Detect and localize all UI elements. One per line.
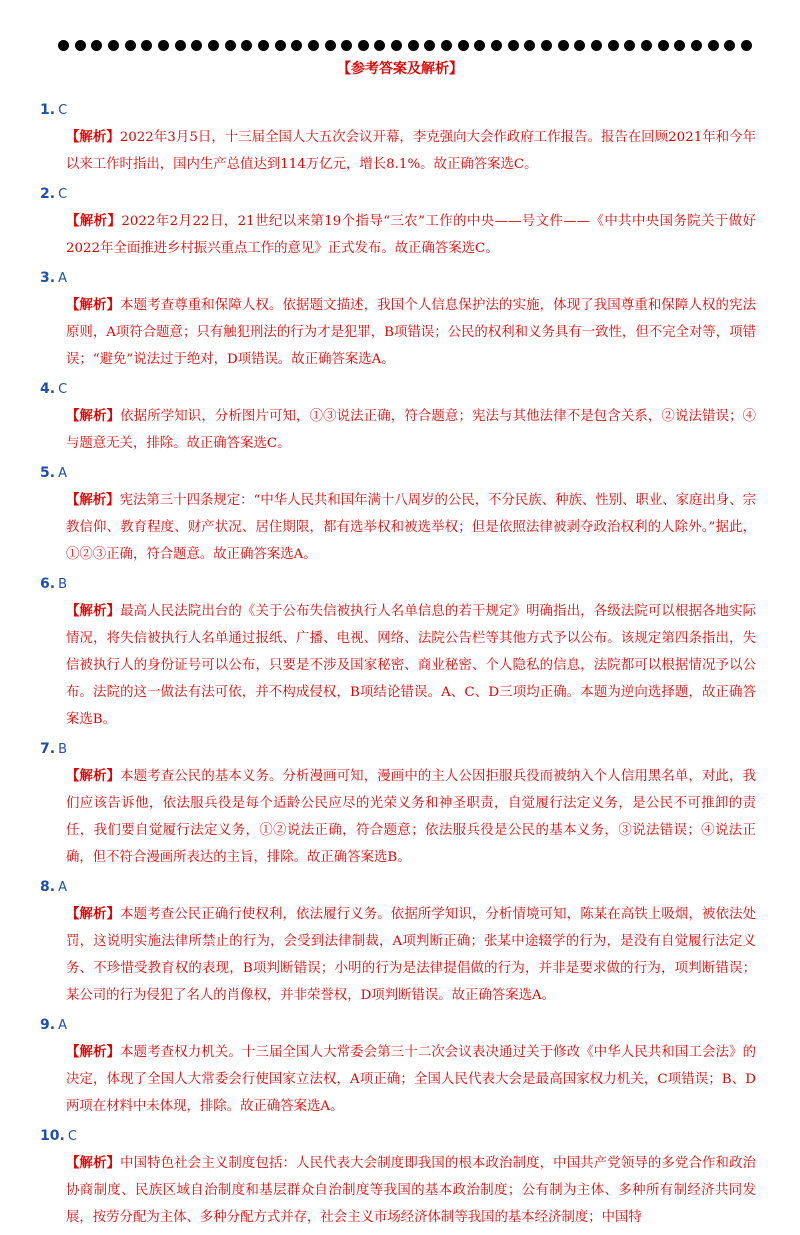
explanation-text: 本题考查权力机关。十三届全国人大常委会第三十二次会议表决通过关于修改《中华人民共和国工会法》的决定，体现了全国人大常委会行使国家立法权，A项正确；全国人民代表大会是最高国家权力机关，C项错误；B、D两项在材料中未体现，排除。故正确答案选A。 (66, 1045, 757, 1114)
dot-icon (691, 40, 702, 51)
answer-list (40, 98, 756, 1235)
dot-icon (225, 40, 236, 51)
dot-icon (641, 40, 652, 51)
answer-header (40, 875, 756, 897)
answer-choice: C (58, 103, 68, 118)
answer-choice: C (58, 382, 68, 397)
dot-icon (658, 40, 669, 51)
explanation (66, 901, 756, 1009)
dot-icon (308, 40, 319, 51)
dot-icon (624, 40, 635, 51)
answer-choice: C (58, 187, 68, 202)
dot-icon (125, 40, 136, 51)
dot-icon (558, 40, 569, 51)
answer-item (40, 461, 756, 568)
dot-icon (75, 40, 86, 51)
explanation-label: 【解析】 (66, 907, 121, 922)
answer-header (40, 737, 756, 759)
answer-item (40, 1013, 756, 1120)
answer-item (40, 875, 756, 1009)
dot-icon (424, 40, 435, 51)
dot-icon (241, 40, 252, 51)
explanation-text: 本题考查公民正确行使权利，依法履行义务。依据所学知识，分析情境可知，陈某在高铁上吸烟，被依法处罚，这说明实施法律所禁止的行为，会受到法律制裁，A项判断正确；张某中途辍学的行为，是没有自觉履行法定义务、不珍惜受教育权的表现，B项判断错误；小明的行为是法律提倡做的行为，并非是要求做的行为，项判断错误；某公司的行为侵犯了名人的肖像权，并非荣誉权，D项判断错误。故正确答案选A。 (66, 907, 757, 1003)
dot-icon (208, 40, 219, 51)
answer-choice: A (58, 880, 67, 895)
question-number: 6. (40, 576, 56, 592)
dot-icon (374, 40, 385, 51)
explanation-label: 【解析】 (66, 214, 122, 229)
dot-icon (458, 40, 469, 51)
question-number: 5. (40, 465, 56, 481)
dot-icon (258, 40, 269, 51)
explanation-label: 【解析】 (66, 1156, 121, 1171)
answer-choice: C (67, 1129, 77, 1144)
explanation (66, 208, 756, 262)
dot-icon (158, 40, 169, 51)
question-number: 1. (40, 102, 56, 118)
explanation-label: 【解析】 (66, 493, 120, 508)
dot-icon (341, 40, 352, 51)
explanation (66, 487, 756, 568)
question-number: 8. (40, 879, 56, 895)
answer-choice: B (58, 577, 67, 592)
question-number: 2. (40, 186, 56, 202)
explanation (66, 124, 756, 178)
dot-icon (441, 40, 452, 51)
dot-icon (708, 40, 719, 51)
dot-icon (741, 40, 752, 51)
dot-icon (574, 40, 585, 51)
answer-choice: A (58, 1018, 67, 1033)
explanation (66, 1150, 756, 1231)
explanation-label: 【解析】 (66, 409, 121, 424)
dot-icon (141, 40, 152, 51)
question-number: 3. (40, 270, 56, 286)
question-number: 9. (40, 1017, 56, 1033)
page-title: 【参考答案及解析】 (337, 61, 463, 77)
answer-item (40, 98, 756, 178)
question-number: 10. (40, 1128, 65, 1144)
dot-icon (591, 40, 602, 51)
explanation-text: 最高人民法院出台的《关于公布失信被执行人名单信息的若干规定》明确指出，各级法院可以根据各地实际情况，将失信被执行人名单通过报纸、广播、电视、网络、法院公告栏等其他方式予以公布。该规定第四条指出，失信被执行人的身份证号可以公布，只要是不涉及国家秘密、商业秘密、个人隐私的信息，法院都可以根据情况予以公布。法院的这一做法有法可依，并不构成侵权，B项结论错误。A、C、D三项均正确。本题为逆向选择题，故正确答案选B。 (66, 604, 757, 727)
dot-icon (191, 40, 202, 51)
explanation-label: 【解析】 (66, 1045, 121, 1060)
explanation-text: 2022年3月5日，十三届全国人大五次会议开幕，李克强向大会作政府工作报告。报告在回顾2021年和今年以来工作时指出，国内生产总值达到114万亿元，增长8.1%。故正确答案选C。 (66, 130, 756, 172)
dot-icon (524, 40, 535, 51)
explanation-text: 本题考查公民的基本义务。分析漫画可知，漫画中的主人公因拒服兵役而被纳入个人信用黑名单，对此，我们应该告诉他，依法服兵役是每个适龄公民应尽的光荣义务和神圣职责，自觉履行法定义务，是公民不可推卸的责任，我们要自觉履行法定义务，①②说法正确，符合题意；依法服兵役是公民的基本义务，③说法错误；④说法正确，但不符合漫画所表达的主旨，排除。故正确答案选B。 (66, 769, 757, 865)
dot-icon (608, 40, 619, 51)
answer-header (40, 266, 756, 288)
dot-icon (541, 40, 552, 51)
answer-header (40, 461, 756, 483)
answer-item (40, 1124, 756, 1231)
dot-icon (491, 40, 502, 51)
dot-icon (291, 40, 302, 51)
dot-icon (474, 40, 485, 51)
answer-header (40, 572, 756, 594)
decorative-dot-border (58, 38, 752, 52)
question-number: 4. (40, 381, 56, 397)
answer-item (40, 182, 756, 262)
explanation-label: 【解析】 (66, 130, 120, 145)
explanation-text: 依据所学知识，分析图片可知，①③说法正确，符合题意；宪法与其他法律不是包含关系，②说法错误；④与题意无关，排除。故正确答案选C。 (66, 409, 757, 451)
answer-header (40, 182, 756, 204)
answer-header (40, 1013, 756, 1035)
dot-icon (408, 40, 419, 51)
dot-icon (275, 40, 286, 51)
answer-choice: A (58, 271, 67, 286)
dot-icon (175, 40, 186, 51)
question-number: 7. (40, 741, 56, 757)
dot-icon (108, 40, 119, 51)
dot-icon (58, 40, 69, 51)
dot-icon (508, 40, 519, 51)
answer-item (40, 377, 756, 457)
explanation-text: 2022年2月22日，21世纪以来第19个指导“三农”工作的中央——号文件——《中共中央国务院关于做好2022年全面推进乡村振兴重点工作的意见》正式发布。故正确答案选C。 (66, 214, 757, 256)
answer-item (40, 266, 756, 373)
answer-header (40, 98, 756, 120)
dot-icon (325, 40, 336, 51)
dot-icon (358, 40, 369, 51)
explanation-label: 【解析】 (66, 298, 121, 313)
answer-choice: B (58, 742, 67, 757)
answer-item (40, 572, 756, 733)
explanation (66, 598, 756, 733)
dot-icon (391, 40, 402, 51)
explanation-text: 宪法第三十四条规定：“中华人民共和国年满十八周岁的公民，不分民族、种族、性别、职业、家庭出身、宗教信仰、教育程度、财产状况、居住期限，都有选举权和被选举权；但是依照法律被剥夺政治权利的人除外。”据此，①②③正确，符合题意。故正确答案选A。 (66, 493, 757, 562)
explanation (66, 1039, 756, 1120)
explanation (66, 403, 756, 457)
answer-header (40, 1124, 756, 1146)
explanation-label: 【解析】 (66, 769, 121, 784)
answer-choice: A (58, 466, 67, 481)
explanation-text: 本题考查尊重和保障人权。依据题文描述，我国个人信息保护法的实施，体现了我国尊重和保障人权的宪法原则，A项符合题意；只有触犯刑法的行为才是犯罪，B项错误；公民的权利和义务具有一致性，但不完全对等，项错误；“避免”说法过于绝对，D项错误。故正确答案选A。 (66, 298, 757, 367)
dot-icon (724, 40, 735, 51)
explanation-text: 中国特色社会主义制度包括：人民代表大会制度即我国的根本政治制度，中国共产党领导的多党合作和政治协商制度、民族区域自治制度和基层群众自治制度等我国的基本政治制度；公有制为主体、多种所有制经济共同发展，按劳分配为主体、多种分配方式并存，社会主义市场经济体制等我国的基本经济制度；中国特 (66, 1156, 757, 1225)
dot-icon (91, 40, 102, 51)
dot-icon (674, 40, 685, 51)
explanation (66, 763, 756, 871)
answer-header (40, 377, 756, 399)
explanation-label: 【解析】 (66, 604, 121, 619)
answer-item (40, 737, 756, 871)
explanation (66, 292, 756, 373)
